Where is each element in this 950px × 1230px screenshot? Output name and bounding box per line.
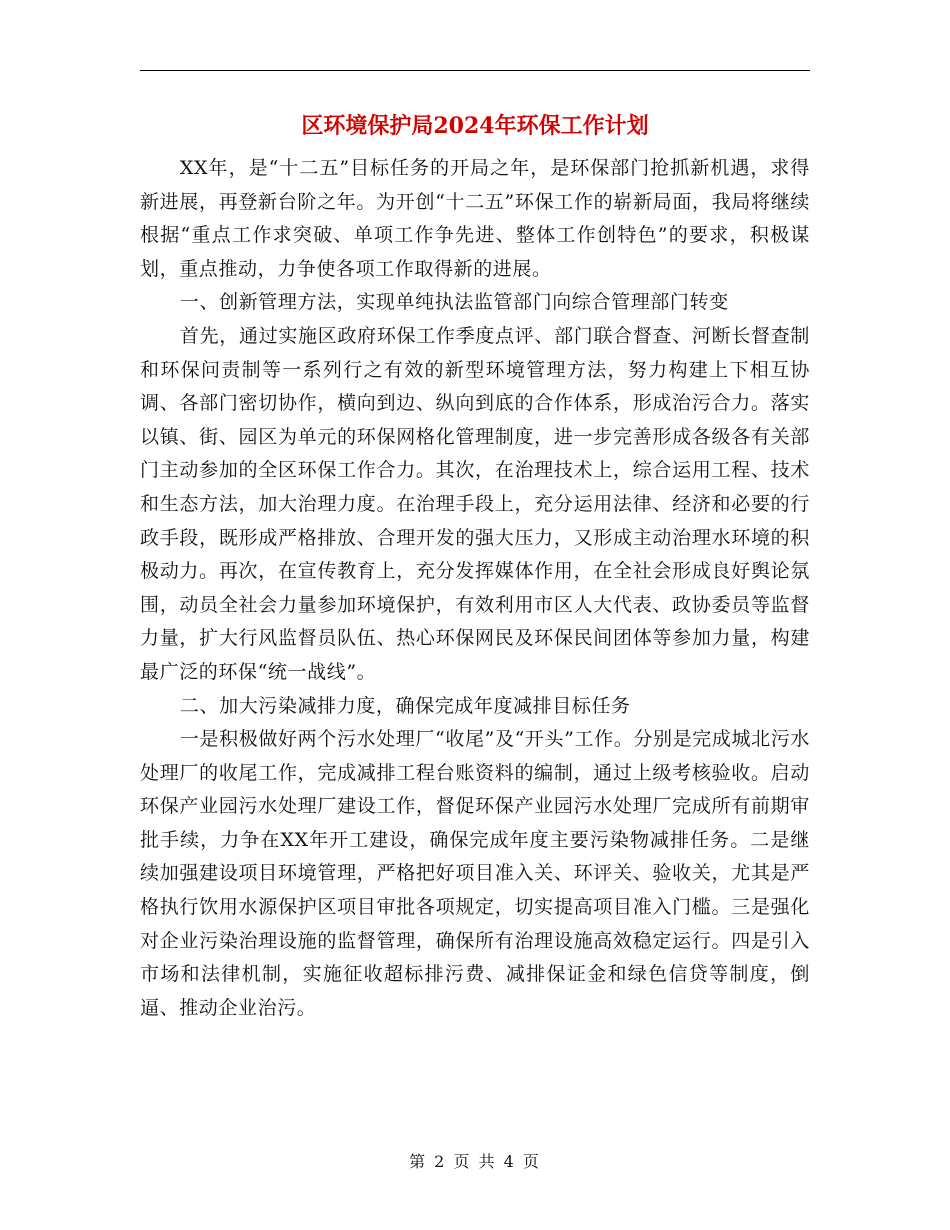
document-title: 区环境保护局2024年环保工作计划 xyxy=(301,113,649,139)
section-heading-2: 二、加大污染减排力度，确保完成年度减排目标任务 xyxy=(179,694,631,717)
intro-paragraph: XX年，是“十二五”目标任务的开局之年，是环保部门抢抓新机遇，求得新进展，再登新台阶之年。为开创“十二五”环保工作的崭新局面，我局将继续根据“重点工作求突破、单项工作争先进、整体工作创特色”的要求，积极谋划，重点推动，力争使各项工作取得新的进展。 xyxy=(140,157,810,280)
document-body xyxy=(140,152,810,1025)
page-number-footer: 第 2 页 共 4 页 xyxy=(409,1152,541,1171)
section-2-paragraph: 一是积极做好两个污水处理厂“收尾”及“开头”工作。分别是完成城北污水处理厂的收尾工作，完成减排工程台账资料的编制，通过上级考核验收。启动环保产业园污水处理厂建设工作，督促环保产业园污水处理厂完成所有前期审批手续，力争在XX年开工建设，确保完成年度主要污染物减排任务。二是继续加强建设项目环境管理，严格把好项目准入关、环评关、验收关，尤其是严格执行饮用水源保护区项目审批各项规定，切实提高项目准入门槛。三是强化对企业污染治理设施的监督管理，确保所有治理设施高效稳定运行。四是引入市场和法律机制，实施征收超标排污费、减排保证金和绿色信贷等制度，倒逼、推动企业治污。 xyxy=(140,728,810,1019)
section-heading-1: 一、创新管理方法，实现单纯执法监管部门向综合管理部门转变 xyxy=(179,291,729,314)
header-rule xyxy=(140,70,810,71)
section-1-paragraph: 首先，通过实施区政府环保工作季度点评、部门联合督查、河断长督查制和环保问责制等一系列行之有效的新型环境管理方法，努力构建上下相互协调、各部门密切协作，横向到边、纵向到底的合作体系，形成治污合力。落实以镇、街、园区为单元的环保网格化管理制度，进一步完善形成各级各有关部门主动参加的全区环保工作合力。其次，在治理技术上，综合运用工程、技术和生态方法，加大治理力度。在治理手段上，充分运用法律、经济和必要的行政手段，既形成严格排放、合理开发的强大压力，又形成主动治理水环境的积极动力。再次，在宣传教育上，充分发挥媒体作用，在全社会形成良好舆论氛围，动员全社会力量参加环境保护，有效利用市区人大代表、政协委员等监督力量，扩大行风监督员队伍、热心环保网民及环保民间团体等参加力量，构建最广泛的环保“统一战线”。 xyxy=(140,324,810,683)
